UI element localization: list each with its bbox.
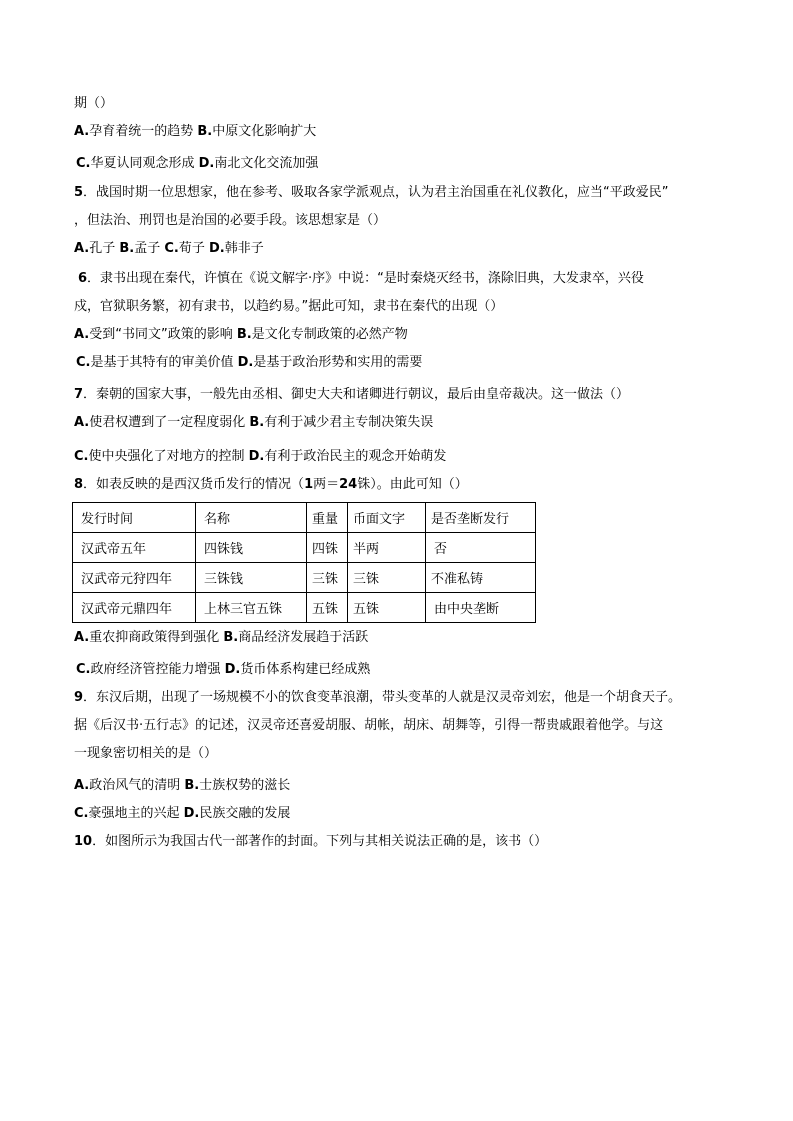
q10-stem-line1: 10．如图所示为我国古代一部著作的封面。下列与其相关说法正确的是，该书（） [74,834,548,849]
table-cell: 由中央垄断 [426,593,536,623]
currency-table [72,502,536,623]
table-header-cell: 币面文字 [348,503,426,533]
q4-stem-tail: 期（） [74,96,114,111]
table-cell: 半两 [348,533,426,563]
q5-stem-line2: ，但法治、刑罚也是治国的必要手段。该思想家是（） [74,213,387,228]
q8-options-cd: C.政府经济管控能力增强 D.货币体系构建已经成熟 [76,662,371,677]
table-header-cell: 是否垄断发行 [426,503,536,533]
table-cell: 五铢 [348,593,426,623]
table-row [73,593,536,623]
table-cell: 不准私铸 [426,563,536,593]
table-cell: 三铢 [348,563,426,593]
table-row [73,533,536,563]
table-header-cell: 重量 [307,503,348,533]
q9-stem-line3: 一现象密切相关的是（） [74,746,218,761]
table-cell: 汉武帝五年 [73,533,196,563]
q6-options-ab: A.受到“书同文”政策的影响 B.是文化专制政策的必然产物 [74,327,408,342]
table-cell: 三铢钱 [196,563,307,593]
table-cell: 上林三官五铢 [196,593,307,623]
table-cell: 三铢 [307,563,348,593]
q4-options-ab: A.孕育着统一的趋势 B.中原文化影响扩大 [74,124,317,139]
q7-options-ab: A.使君权遭到了一定程度弱化 B.有利于减少君主专制决策失误 [74,415,434,430]
q9-options-ab: A.政治风气的清明 B.士族权势的滋长 [74,778,291,793]
table-header-row [73,503,536,533]
table-cell: 四铢 [307,533,348,563]
q8-stem-line1: 8．如表反映的是西汉货币发行的情况（1两＝24铢）。由此可知（） [74,477,468,492]
q9-stem-line1: 9．东汉后期，出现了一场规模不小的饮食变革浪潮，带头变革的人就是汉灵帝刘宏，他是一个胡食天子。 [74,690,682,705]
table-cell: 汉武帝元狩四年 [73,563,196,593]
q5-stem-line1: 5．战国时期一位思想家，他在参考、吸取各家学派观点，认为君主治国重在礼仪教化，应当“平政爱民” [74,185,669,200]
q6-options-cd: C.是基于其特有的审美价值 D.是基于政治形势和实用的需要 [76,355,423,370]
table-header-cell: 名称 [196,503,307,533]
q4-options-cd: C.华夏认同观念形成 D.南北文化交流加强 [76,156,319,171]
table-cell: 四铢钱 [196,533,307,563]
q9-options-cd: C.豪强地主的兴起 D.民族交融的发展 [74,806,291,821]
table-header-cell: 发行时间 [73,503,196,533]
q7-stem-line1: 7．秦朝的国家大事，一般先由丞相、御史大夫和诸卿进行朝议，最后由皇帝裁决。这一做法（） [74,387,630,402]
q7-options-cd: C.使中央强化了对地方的控制 D.有利于政治民主的观念开始萌发 [74,449,447,464]
table-cell: 否 [426,533,536,563]
table-cell: 汉武帝元鼎四年 [73,593,196,623]
q8-options-ab: A.重农抑商政策得到强化 B.商品经济发展趋于活跃 [74,630,369,645]
q6-stem-line2: 戍，官狱职务繁，初有隶书，以趋约易。”据此可知，隶书在秦代的出现（） [74,299,504,314]
q9-stem-line2: 据《后汉书·五行志》的记述，汉灵帝还喜爱胡服、胡帐，胡床、胡舞等，引得一帮贵戚跟着他学。与这 [74,718,664,733]
q5-options: A.孔子 B.孟子 C.荀子 D.韩非子 [74,241,264,256]
table-row [73,563,536,593]
q6-stem-line1: 6．隶书出现在秦代，许慎在《说文解字·序》中说：“是时秦烧灭经书，涤除旧典，大发隶卒，兴役 [78,271,644,286]
table-cell: 五铢 [307,593,348,623]
